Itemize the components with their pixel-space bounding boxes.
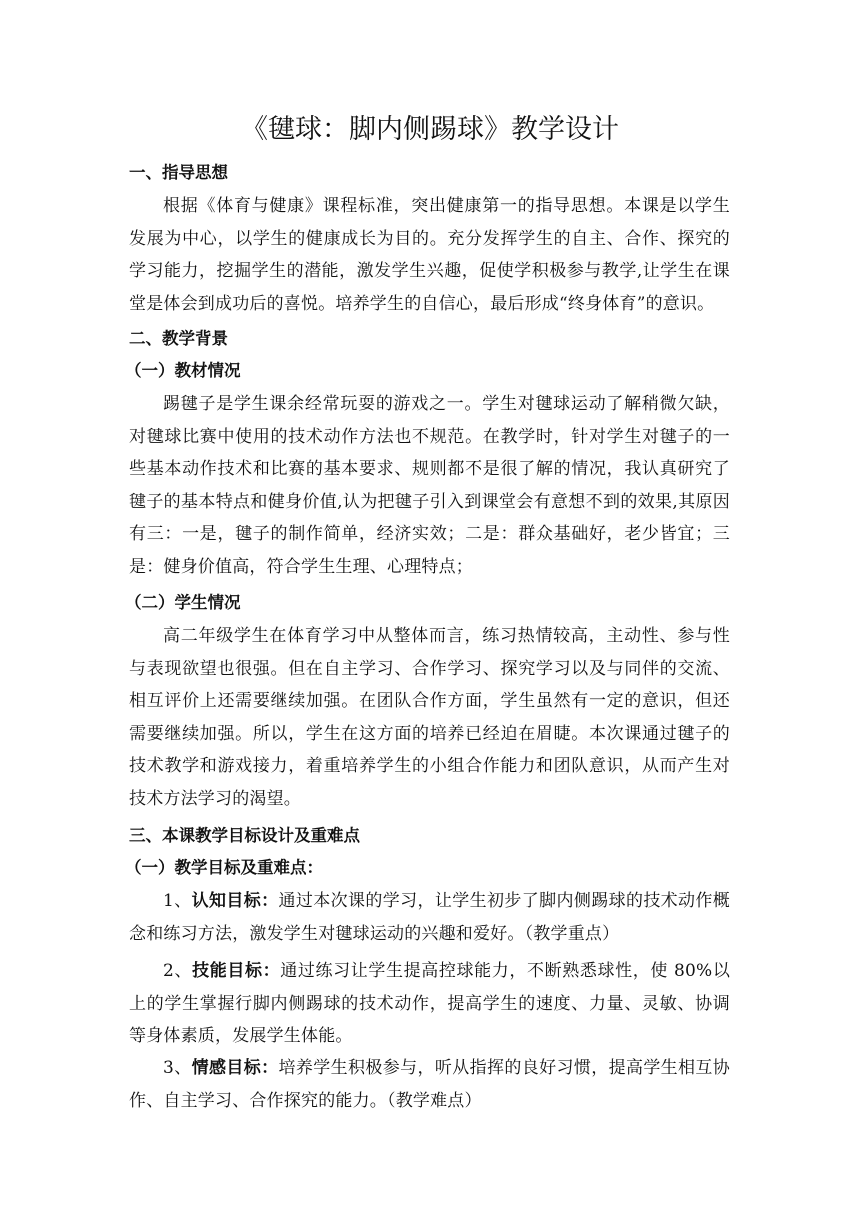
goal-number: 2、 — [163, 961, 193, 981]
subsection-heading-material: （一）教材情况 — [125, 361, 241, 380]
goal-cognitive — [129, 885, 730, 950]
subsection-heading-students: （二）学生情况 — [125, 593, 241, 612]
paragraph-students: 高二年级学生在体育学习中从整体而言，练习热情较高，主动性、参与性与表现欲望也很强。但在自主学习、合作学习、探究学习以及与同伴的交流、相互评价上还需要继续加强。在团队合作方面，学生虽然有一定的意识，但还需要继续加强。所以，学生在这方面的培养已经迫在眉睫。本次课通过毽子的技术教学和游戏接力，着重培养学生的小组合作能力和团队意识，从而产生对技术方法学习的渴望。 — [129, 626, 730, 809]
goal-skill — [129, 955, 730, 1053]
section-heading-guiding-ideology: 一、指导思想 — [129, 163, 228, 182]
goal-label: 情感目标： — [191, 1058, 279, 1078]
paragraph-guiding-ideology: 根据《体育与健康》课程标准，突出健康第一的指导思想。本课是以学生发展为中心，以学生的健康成长为目的。充分发挥学生的自主、合作、探究的学习能力，挖掘学生的潜能，激发学生兴趣，促使学积极参与教学,让学生在课堂是体会到成功后的喜悦。培养学生的自信心，最后形成“终身体育”的意识。 — [129, 196, 730, 314]
document-title: 《毽球：脚内侧踢球》教学设计 — [241, 114, 619, 145]
goal-label: 认知目标： — [191, 891, 279, 911]
section-heading-teaching-background: 二、教学背景 — [129, 329, 228, 348]
paragraph-material: 踢毽子是学生课余经常玩耍的游戏之一。学生对毽球运动了解稍微欠缺，对毽球比赛中使用的技术动作方法也不规范。在教学时，针对学生对毽子的一些基本动作技术和比赛的基本要求、规则都不是很了解的情况，我认真研究了毽子的基本特点和健身价值,认为把毽子引入到课堂会有意想不到的效果,其原因有三：一是，毽子的制作简单，经济实效；二是：群众基础好，老少皆宜；三是：健身价值高，符合学生生理、心理特点； — [129, 394, 730, 577]
goal-text: 通过本次课的学习，让学生初步了脚内侧踢球的技术动作概念和练习方法，激发学生对毽球运动的兴趣和爱好。（教学重点） — [129, 891, 731, 944]
section-heading-objectives: 三、本课教学目标设计及重难点 — [129, 826, 360, 845]
goal-text: 通过练习让学生提高控球能力，不断熟悉球性，使 80%以上的学生掌握行脚内侧踢球的技术动作，提高学生的速度、力量、灵敏、协调等身体素质，发展学生体能。 — [129, 961, 731, 1046]
goal-emotional — [129, 1052, 730, 1117]
subsection-heading-goals: （一）教学目标及重难点： — [125, 858, 323, 877]
goal-label: 技能目标： — [192, 961, 281, 981]
goal-number: 3、 — [163, 1058, 192, 1078]
goal-text: 培养学生积极参与，听从指挥的良好习惯，提高学生相互协作、自主学习、合作探究的能力。（教学难点） — [129, 1058, 731, 1111]
goal-number: 1、 — [163, 891, 192, 911]
